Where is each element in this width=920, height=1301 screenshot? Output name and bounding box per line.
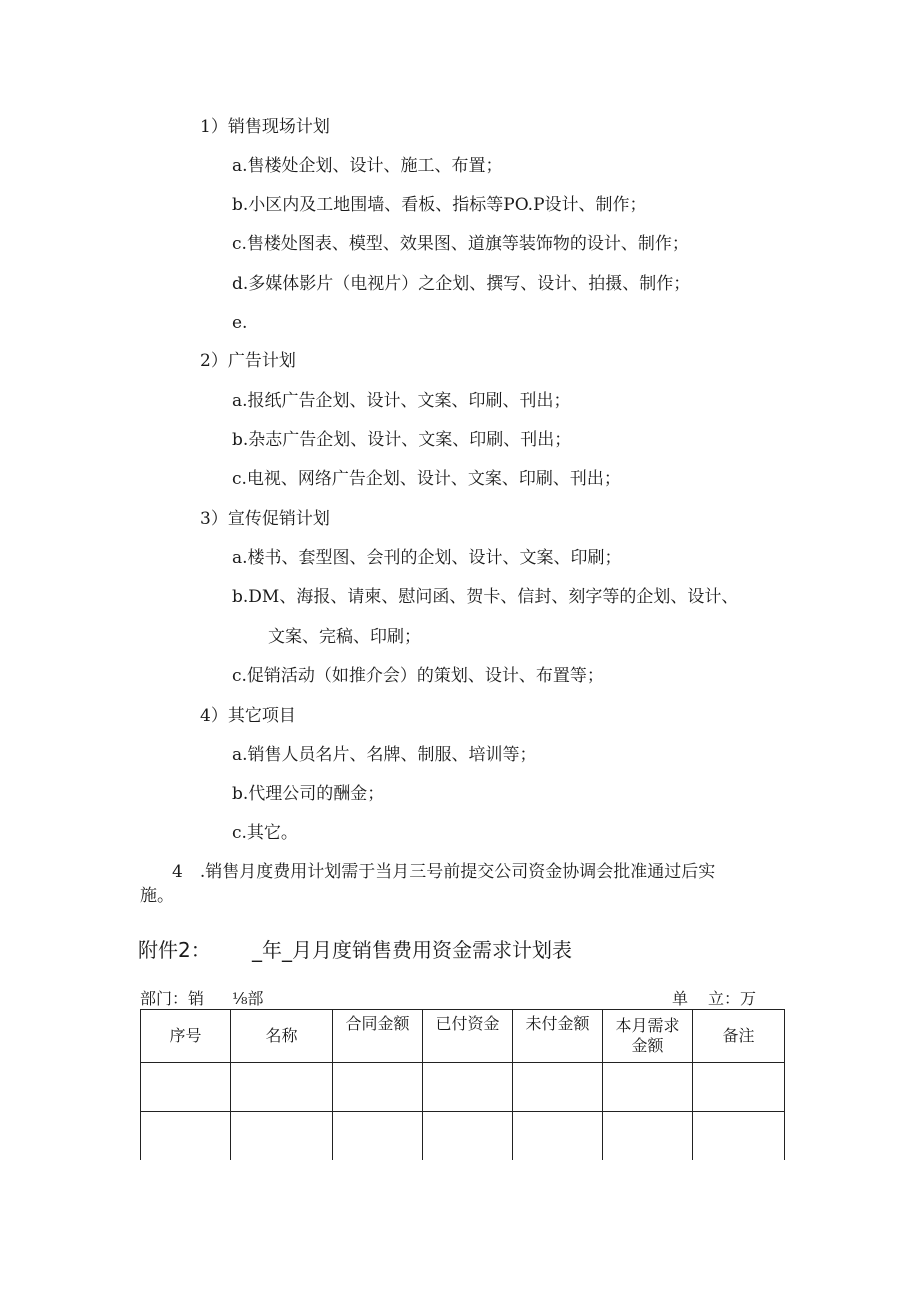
list-item-continuation: 文案、完稿、印刷； (268, 627, 421, 647)
unit-label (672, 989, 782, 1009)
header-serial: 序号 (141, 1010, 231, 1063)
header-paid-amount: 已付资金 (423, 1010, 513, 1063)
list-item: b.代理公司的酬金； (232, 784, 385, 804)
list-item: c.售楼处图表、模型、效果图、道旗等装饰物的设计、制作； (232, 234, 689, 254)
list-item: a.报纸广告企划、设计、文案、印刷、刊出； (232, 391, 571, 411)
table-header-row (141, 1010, 785, 1063)
attachment-label: 附件2： (138, 938, 211, 962)
table-cell[interactable] (141, 1112, 231, 1161)
header-unpaid-amount: 未付金额 (513, 1010, 603, 1063)
table-cell[interactable] (333, 1112, 423, 1161)
attachment-heading (138, 937, 572, 963)
section-heading: 3）宣传促销计划 (200, 509, 330, 529)
list-item: a.销售人员名片、名牌、制服、培训等； (232, 745, 537, 765)
table-cell[interactable] (693, 1112, 785, 1161)
table-cell[interactable] (141, 1063, 231, 1112)
list-item: d.多媒体影片（电视片）之企划、撰写、设计、拍摄、制作； (232, 274, 691, 294)
section-heading: 4）其它项目 (200, 706, 296, 726)
table-cell[interactable] (693, 1063, 785, 1112)
list-item: a.售楼处企划、设计、施工、布置； (232, 156, 503, 176)
header-monthly-demand: 本月需求金额 (603, 1010, 693, 1063)
table-cell[interactable] (423, 1063, 513, 1112)
list-item: a.楼书、套型图、会刊的企划、设计、文案、印刷； (232, 548, 622, 568)
table-cell[interactable] (603, 1112, 693, 1161)
table-cell[interactable] (423, 1112, 513, 1161)
section-heading: 1）销售现场计划 (200, 117, 330, 137)
list-item: c.促销活动（如推介会）的策划、设计、布置等； (232, 666, 604, 686)
list-item: c.电视、网络广告企划、设计、文案、印刷、刊出； (232, 469, 621, 489)
list-item: b.DM、海报、请柬、慰问函、贺卡、信封、刻字等的企划、设计、 (232, 587, 739, 607)
list-item: b.小区内及工地围墙、看板、指标等PO.P设计、制作； (232, 195, 647, 215)
list-item: c.其它。 (232, 823, 298, 843)
table-cell[interactable] (333, 1063, 423, 1112)
department-label-b: ⅛部 (232, 989, 264, 1008)
table-cell[interactable] (231, 1112, 333, 1161)
attachment-title: _年_月月度销售费用资金需求计划表 (252, 938, 572, 962)
unit-label-a: 单 (672, 989, 689, 1008)
list-item: b.杂志广告企划、设计、文案、印刷、刊出； (232, 430, 572, 450)
header-contract-amount: 合同金额 (333, 1010, 423, 1063)
section-heading: 2）广告计划 (200, 351, 296, 371)
table-row (141, 1112, 785, 1161)
table-row (141, 1063, 785, 1112)
table-cell[interactable] (231, 1063, 333, 1112)
header-name: 名称 (231, 1010, 333, 1063)
department-label (140, 989, 264, 1009)
table-cell[interactable] (513, 1063, 603, 1112)
note-paragraph-continuation: 施。 (140, 886, 174, 906)
note-paragraph: 4 .销售月度费用计划需于当月三号前提交公司资金协调会批准通过后实 (172, 862, 716, 882)
header-remarks: 备注 (693, 1010, 785, 1063)
list-item: e. (232, 313, 248, 333)
department-label-a: 部门：销 (140, 989, 205, 1008)
expense-plan-table (140, 1009, 785, 1160)
unit-label-b: 立：万 (708, 989, 757, 1008)
table-cell[interactable] (603, 1063, 693, 1112)
table-cell[interactable] (513, 1112, 603, 1161)
